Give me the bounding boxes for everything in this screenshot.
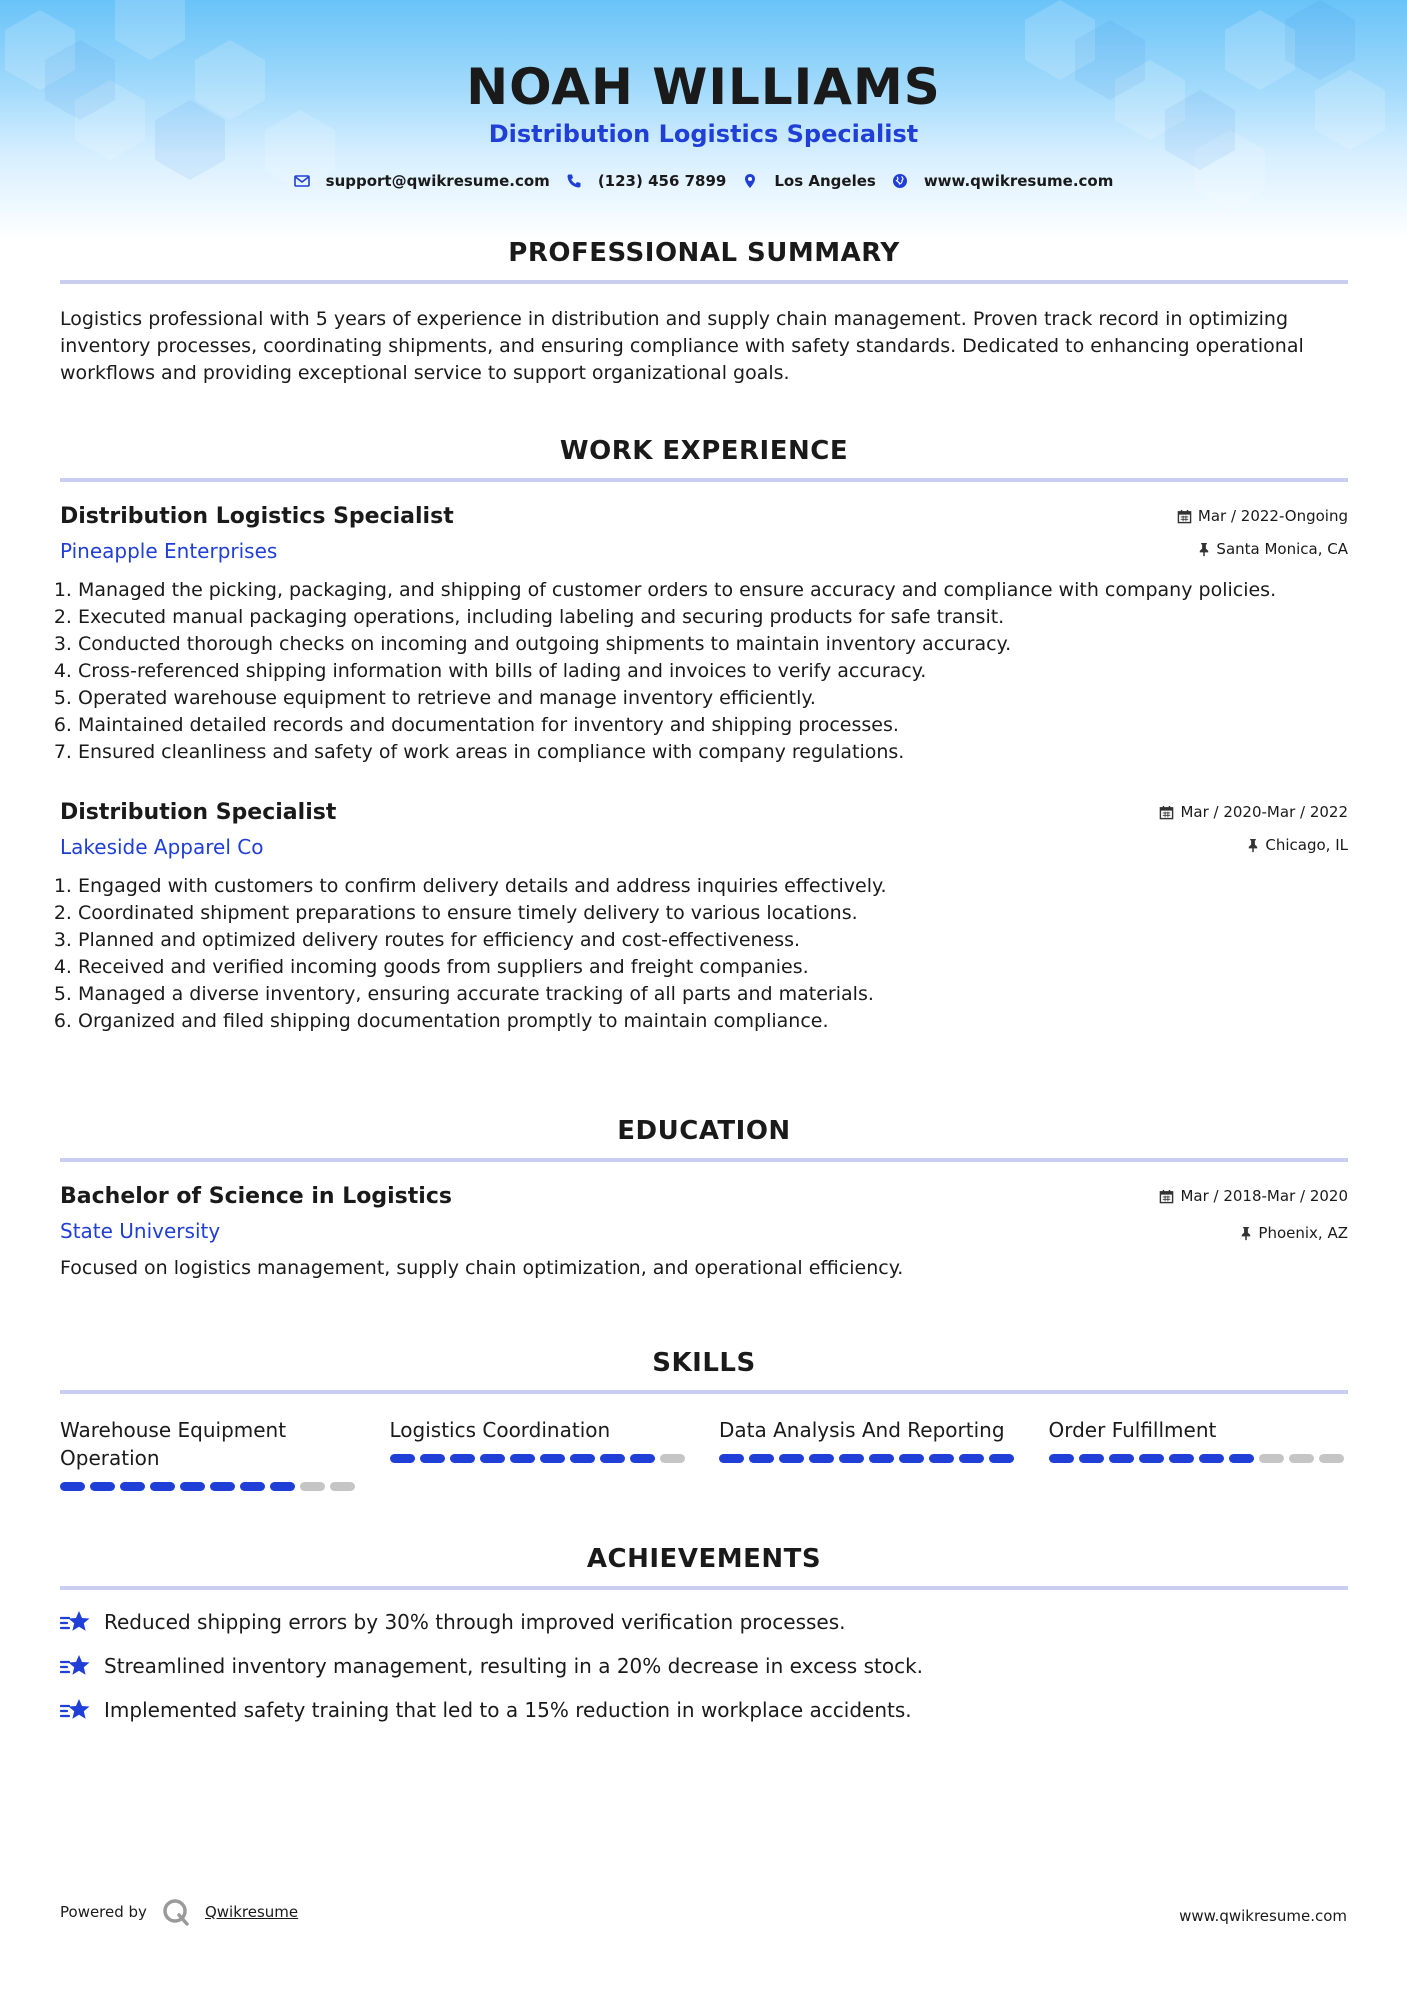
achievement-text: Reduced shipping errors by 30% through improved verification processes.: [104, 1610, 846, 1634]
pushpin-icon: [1240, 1226, 1252, 1241]
achievement-item: [60, 1696, 1348, 1724]
skill-segment-filled: [1049, 1454, 1074, 1463]
school-name: State University: [60, 1219, 221, 1243]
skill-segment-filled: [630, 1454, 655, 1463]
skill-segment-filled: [540, 1454, 565, 1463]
skill-segment-empty: [300, 1482, 325, 1491]
skill-segment-filled: [719, 1454, 744, 1463]
section-title-achievements: ACHIEVEMENTS: [60, 1544, 1348, 1590]
skill-segment-filled: [240, 1482, 265, 1491]
achievement-item: [60, 1608, 1348, 1636]
list-item: 1. Managed the picking, packaging, and shipping of customer orders to ensure accuracy and compliance with company policies.: [78, 577, 1348, 604]
skill-segment-filled: [390, 1454, 415, 1463]
section-title-education: EDUCATION: [60, 1116, 1348, 1162]
skill-segment-filled: [959, 1454, 984, 1463]
job-dates: Mar / 2022-Ongoing: [1197, 507, 1348, 525]
skill-segment-empty: [1289, 1454, 1314, 1463]
education-section: [60, 1116, 1348, 1282]
contact-phone[interactable]: [566, 172, 727, 190]
achievement-text: Implemented safety training that led to a 15% reduction in workplace accidents.: [104, 1698, 912, 1722]
skill-segment-filled: [779, 1454, 804, 1463]
education-meta: [1159, 1186, 1348, 1243]
job-title: Distribution Logistics Specialist: [60, 504, 454, 529]
skill-segment-filled: [839, 1454, 864, 1463]
contact-website[interactable]: [892, 172, 1114, 190]
skill-segment-filled: [749, 1454, 774, 1463]
job-entry: [60, 800, 1348, 1035]
job-dates: Mar / 2020-Mar / 2022: [1180, 803, 1348, 821]
skill-segment-filled: [929, 1454, 954, 1463]
job-company: Lakeside Apparel Co: [60, 835, 264, 859]
location-text: Los Angeles: [774, 172, 876, 190]
skill-segment-filled: [570, 1454, 595, 1463]
list-item: 7. Ensured cleanliness and safety of work areas in compliance with company regulations.: [78, 739, 1348, 766]
skill-level-bar: [60, 1482, 360, 1491]
list-item: 5. Operated warehouse equipment to retrieve and manage inventory efficiently.: [78, 685, 1348, 712]
skill-segment-filled: [1229, 1454, 1254, 1463]
candidate-title: Distribution Logistics Specialist: [488, 120, 919, 148]
skill-segment-filled: [120, 1482, 145, 1491]
skill-segment-filled: [150, 1482, 175, 1491]
education-location: Phoenix, AZ: [1258, 1224, 1348, 1242]
skill-segment-filled: [510, 1454, 535, 1463]
footer-powered-by: [60, 1897, 298, 1927]
skill-segment-filled: [180, 1482, 205, 1491]
pushpin-icon: [1198, 542, 1210, 557]
skill-segment-empty: [660, 1454, 685, 1463]
website-text: www.qwikresume.com: [923, 172, 1114, 190]
email-icon: [294, 173, 310, 189]
summary-section: [60, 238, 1348, 387]
list-item: 2. Coordinated shipment preparations to ensure timely delivery to various locations.: [78, 900, 1348, 927]
map-pin-icon: [742, 173, 758, 189]
achievement-text: Streamlined inventory management, resulting in a 20% decrease in excess stock.: [104, 1654, 924, 1678]
list-item: 3. Conducted thorough checks on incoming and outgoing shipments to maintain inventory accuracy.: [78, 631, 1348, 658]
star-badge-icon: [60, 1652, 92, 1680]
skill-segment-filled: [210, 1482, 235, 1491]
calendar-icon: [1177, 509, 1192, 524]
job-location: Santa Monica, CA: [1216, 540, 1348, 558]
pushpin-icon: [1247, 838, 1259, 853]
job-title: Distribution Specialist: [60, 800, 337, 825]
skills-section: [60, 1348, 1348, 1491]
list-item: 4. Received and verified incoming goods from suppliers and freight companies.: [78, 954, 1348, 981]
skill-segment-filled: [90, 1482, 115, 1491]
skill-level-bar: [719, 1454, 1019, 1463]
skill-name: Warehouse Equipment Operation: [60, 1418, 287, 1470]
skill-segment-filled: [899, 1454, 924, 1463]
candidate-name: NOAH WILLIAMS: [466, 58, 941, 116]
skill-item: [390, 1416, 690, 1491]
achievement-item: [60, 1652, 1348, 1680]
skill-segment-empty: [1319, 1454, 1344, 1463]
education-entry: [60, 1184, 1348, 1282]
phone-text: (123) 456 7899: [597, 172, 727, 190]
skill-segment-filled: [420, 1454, 445, 1463]
skill-segment-empty: [330, 1482, 355, 1491]
skill-name: Data Analysis And Reporting: [719, 1418, 1005, 1442]
skill-segment-filled: [1079, 1454, 1104, 1463]
education-dates: Mar / 2018-Mar / 2020: [1180, 1187, 1348, 1205]
contact-location: [742, 172, 875, 190]
skill-segment-filled: [1109, 1454, 1134, 1463]
job-meta: [1159, 802, 1348, 855]
skill-level-bar: [390, 1454, 690, 1463]
experience-section: [60, 436, 1348, 1035]
skill-segment-filled: [270, 1482, 295, 1491]
skill-item: [1049, 1416, 1349, 1491]
globe-icon: [892, 173, 908, 189]
star-badge-icon: [60, 1696, 92, 1724]
skill-segment-filled: [1139, 1454, 1164, 1463]
skill-segment-filled: [989, 1454, 1014, 1463]
list-item: 3. Planned and optimized delivery routes for efficiency and cost-effectiveness.: [78, 927, 1348, 954]
list-item: 4. Cross-referenced shipping information with bills of lading and invoices to verify accuracy.: [78, 658, 1348, 685]
email-text: support@qwikresume.com: [325, 172, 550, 190]
job-meta: [1177, 506, 1348, 559]
job-location: Chicago, IL: [1265, 836, 1348, 854]
skill-segment-empty: [1259, 1454, 1284, 1463]
star-badge-icon: [60, 1608, 92, 1636]
qwikresume-link[interactable]: Qwikresume: [204, 1903, 299, 1921]
list-item: 1. Engaged with customers to confirm delivery details and address inquiries effectively.: [78, 873, 1348, 900]
skill-level-bar: [1049, 1454, 1349, 1463]
section-title-summary: PROFESSIONAL SUMMARY: [60, 238, 1348, 284]
calendar-icon: [1159, 805, 1174, 820]
achievements-list: [60, 1608, 1348, 1724]
skill-name: Logistics Coordination: [389, 1418, 611, 1442]
section-title-skills: SKILLS: [60, 1348, 1348, 1394]
contact-bar: [0, 172, 1407, 190]
job-bullets: [60, 577, 1348, 766]
section-title-experience: WORK EXPERIENCE: [60, 436, 1348, 482]
skill-segment-filled: [809, 1454, 834, 1463]
degree-title: Bachelor of Science in Logistics: [60, 1184, 452, 1209]
skill-segment-filled: [1169, 1454, 1194, 1463]
skill-segment-filled: [480, 1454, 505, 1463]
skill-segment-filled: [869, 1454, 894, 1463]
list-item: 5. Managed a diverse inventory, ensuring accurate tracking of all parts and materials.: [78, 981, 1348, 1008]
skill-name: Order Fulfillment: [1048, 1418, 1217, 1442]
skill-segment-filled: [60, 1482, 85, 1491]
qwikresume-logo-icon: [161, 1897, 191, 1927]
powered-by-label: Powered by: [60, 1903, 147, 1921]
skill-segment-filled: [450, 1454, 475, 1463]
skill-segment-filled: [600, 1454, 625, 1463]
job-bullets: [60, 873, 1348, 1035]
job-company: Pineapple Enterprises: [60, 539, 278, 563]
footer-website[interactable]: www.qwikresume.com: [1179, 1907, 1347, 1925]
calendar-icon: [1159, 1189, 1174, 1204]
skills-grid: [60, 1416, 1348, 1491]
skill-item: [719, 1416, 1019, 1491]
list-item: 6. Organized and filed shipping documentation promptly to maintain compliance.: [78, 1008, 1348, 1035]
achievements-section: [60, 1544, 1348, 1740]
skill-segment-filled: [1199, 1454, 1224, 1463]
summary-text: Logistics professional with 5 years of experience in distribution and supply chain management. Proven track record in optimizing inventory processes, coordinating shipments, and ensuring compliance with safety standards. Dedicated to enhancing operational workflows and providing exceptional service to support organizational goals.: [60, 308, 1304, 384]
phone-icon: [566, 173, 582, 189]
contact-email[interactable]: [294, 172, 550, 190]
skill-item: [60, 1416, 360, 1491]
list-item: 2. Executed manual packaging operations, including labeling and securing products for safe transit.: [78, 604, 1348, 631]
list-item: 6. Maintained detailed records and documentation for inventory and shipping processes.: [78, 712, 1348, 739]
job-entry: [60, 504, 1348, 766]
education-description: Focused on logistics management, supply chain optimization, and operational efficiency.: [60, 1257, 904, 1279]
